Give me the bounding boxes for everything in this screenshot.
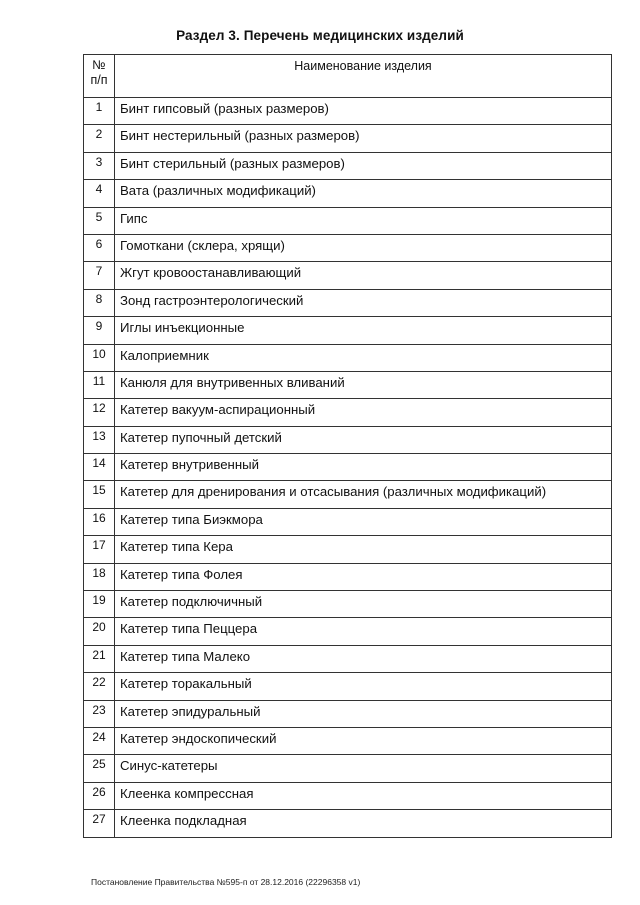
section-title: Раздел 3. Перечень медицинских изделий [176,28,464,43]
row-number: 19 [84,591,115,618]
row-number: 14 [84,454,115,481]
table-row [84,536,612,563]
table-row [84,262,612,289]
table-row [84,234,612,261]
column-header-name: Наименование изделия [115,55,612,98]
table-row [84,782,612,809]
row-number: 15 [84,481,115,508]
row-number: 3 [84,152,115,179]
row-number: 21 [84,645,115,672]
row-number: 13 [84,426,115,453]
table-row [84,426,612,453]
column-header-number [84,55,115,98]
item-name: Катетер для дренирования и отсасывания (различных модификаций) [115,481,612,508]
table-row [84,152,612,179]
document-footer: Постановление Правительства №595-п от 28.12.2016 (22296358 v1) [91,877,361,887]
item-name: Катетер вакуум-аспирационный [115,399,612,426]
item-name: Вата (различных модификаций) [115,180,612,207]
item-name: Катетер внутривенный [115,454,612,481]
row-number: 23 [84,700,115,727]
table-row [84,645,612,672]
item-name: Канюля для внутривенных вливаний [115,371,612,398]
table-row [84,289,612,316]
row-number: 26 [84,782,115,809]
row-number: 8 [84,289,115,316]
table-row [84,344,612,371]
row-number: 7 [84,262,115,289]
row-number: 16 [84,508,115,535]
row-number: 5 [84,207,115,234]
table-row [84,125,612,152]
column-header-number-text: № п/п [90,58,108,87]
table-row [84,481,612,508]
table-row [84,727,612,754]
item-name: Зонд гастроэнтерологический [115,289,612,316]
table-row [84,371,612,398]
table-header-row [84,55,612,98]
table-row [84,618,612,645]
item-name: Бинт гипсовый (разных размеров) [115,98,612,125]
row-number: 20 [84,618,115,645]
table-row [84,454,612,481]
table-row [84,810,612,837]
row-number: 18 [84,563,115,590]
item-name: Катетер эндоскопический [115,727,612,754]
row-number: 2 [84,125,115,152]
item-name: Клеенка подкладная [115,810,612,837]
table-row [84,508,612,535]
table-row [84,399,612,426]
item-name: Иглы инъекционные [115,317,612,344]
item-name: Синус-катетеры [115,755,612,782]
item-name: Жгут кровоостанавливающий [115,262,612,289]
table-row [84,317,612,344]
row-number: 22 [84,673,115,700]
row-number: 24 [84,727,115,754]
row-number: 12 [84,399,115,426]
row-number: 11 [84,371,115,398]
row-number: 1 [84,98,115,125]
item-name: Бинт стерильный (разных размеров) [115,152,612,179]
row-number: 25 [84,755,115,782]
item-name: Катетер эпидуральный [115,700,612,727]
item-name: Гипс [115,207,612,234]
row-number: 17 [84,536,115,563]
item-name: Катетер типа Пеццера [115,618,612,645]
row-number: 9 [84,317,115,344]
row-number: 4 [84,180,115,207]
row-number: 10 [84,344,115,371]
row-number: 27 [84,810,115,837]
item-name: Катетер типа Кера [115,536,612,563]
item-name: Бинт нестерильный (разных размеров) [115,125,612,152]
item-name: Гомоткани (склера, хрящи) [115,234,612,261]
table-row [84,591,612,618]
table-row [84,755,612,782]
item-name: Калоприемник [115,344,612,371]
item-name: Катетер подключичный [115,591,612,618]
item-name: Катетер торакальный [115,673,612,700]
medical-items-table [83,54,612,838]
table-body [84,98,612,838]
item-name: Катетер типа Биэкмора [115,508,612,535]
item-name: Катетер типа Малеко [115,645,612,672]
item-name: Катетер пупочный детский [115,426,612,453]
table-row [84,98,612,125]
table-row [84,673,612,700]
item-name: Клеенка компрессная [115,782,612,809]
table-row [84,563,612,590]
table-row [84,207,612,234]
item-name: Катетер типа Фолея [115,563,612,590]
table-row [84,700,612,727]
row-number: 6 [84,234,115,261]
table-row [84,180,612,207]
